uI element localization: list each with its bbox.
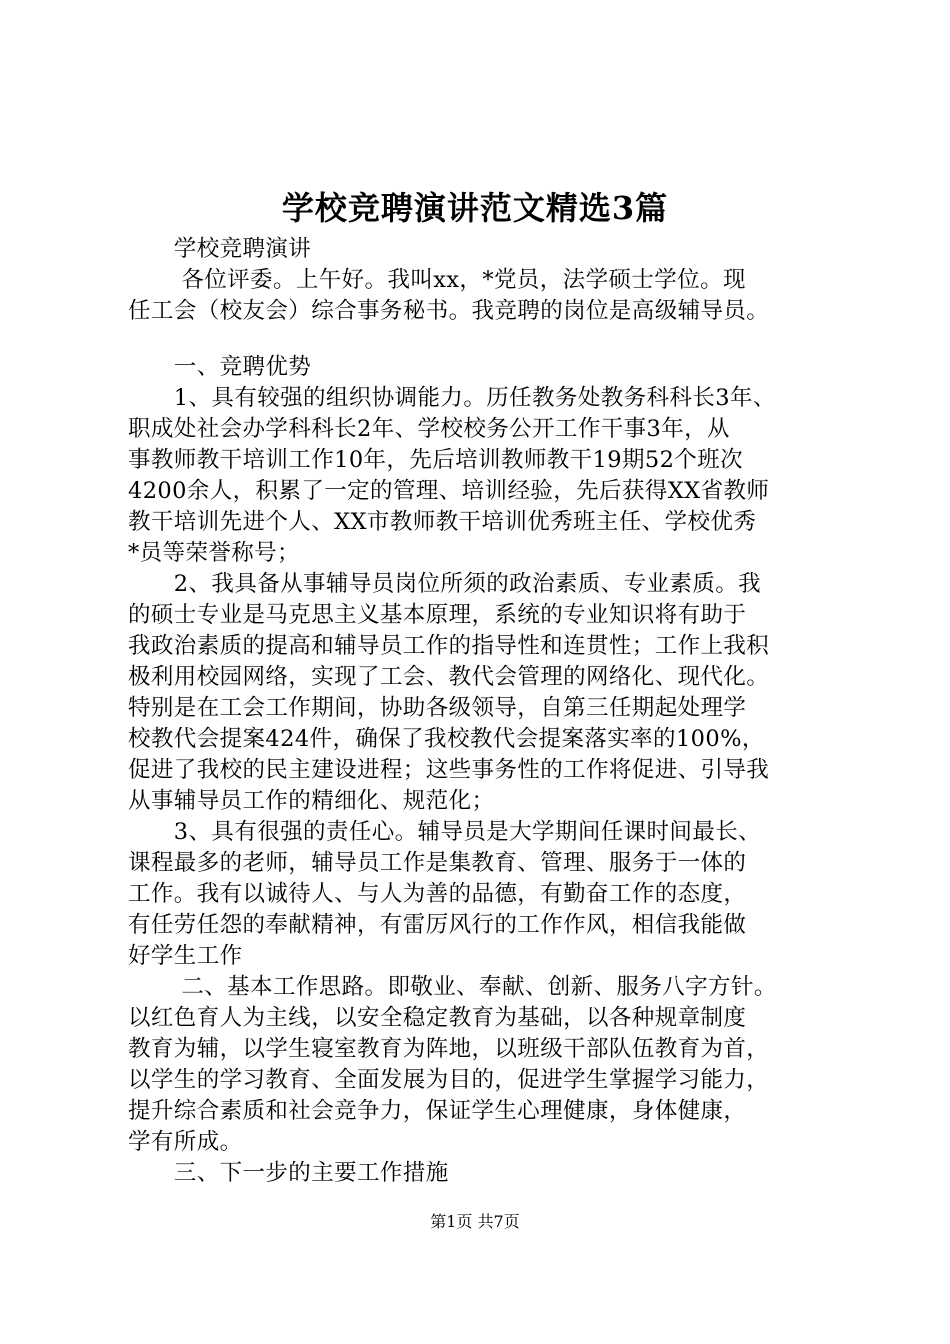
section-heading: 一、竞聘优势 [128,354,312,380]
paragraph-line: 校教代会提案424件，确保了我校教代会提案落实率的100%， [128,726,765,752]
paragraph-line: 职成处社会办学科科长2年、学校校务公开工作干事3年，从 [128,416,730,442]
blank-line [128,327,868,352]
paragraph-line: 以红色育人为主线，以安全稳定教育为基础，以各种规章制度 [128,1005,747,1031]
paragraph-line: 1、具有较强的组织协调能力。历任教务处教务科科长3年、 [128,385,776,411]
paragraph-line: 事教师教干培训工作10年，先后培训教师教干19期52个班次 [128,447,743,473]
document-body [128,234,868,1189]
paragraph-line: 的硕士专业是马克思主义基本原理，系统的专业知识将有助于 [128,602,747,628]
paragraph-line: 2、我具备从事辅导员岗位所须的政治素质、专业素质。我 [128,571,762,597]
paragraph-line: 从事辅导员工作的精细化、规范化； [128,788,495,814]
paragraph-line: 特别是在工会工作期间，协助各级领导，自第三任期起处理学 [128,695,747,721]
paragraph-line: 工作。我有以诚待人、与人为善的品德，有勤奋工作的态度， [128,881,747,907]
paragraph-line: 好学生工作 [128,943,243,969]
paragraph-line: 以学生的学习教育、全面发展为目的，促进学生掌握学习能力， [128,1067,770,1093]
paragraph-line: 任工会（校友会）综合事务秘书。我竞聘的岗位是高级辅导员。 [128,298,770,324]
paragraph-line: 各位评委。上午好。我叫xx，*党员，法学硕士学位。现 [128,267,746,293]
paragraph-line: 提升综合素质和社会竞争力，保证学生心理健康，身体健康， [128,1098,747,1124]
paragraph-line: 教干培训先进个人、XX市教师教干培训优秀班主任、学校优秀 [128,509,757,535]
paragraph-line: 4200余人，积累了一定的管理、培训经验，先后获得XX省教师 [128,478,770,504]
paragraph-line: 我政治素质的提高和辅导员工作的指导性和连贯性；工作上我积 [128,633,770,659]
paragraph-line: 有任劳任怨的奉献精神，有雷厉风行的工作作风，相信我能做 [128,912,747,938]
page-number-footer: 第1页 共7页 [430,1212,520,1231]
paragraph-line: *员等荣誉称号； [128,540,300,566]
paragraph-line: 教育为辅，以学生寝室教育为阵地，以班级干部队伍教育为首， [128,1036,770,1062]
paragraph-line: 3、具有很强的责任心。辅导员是大学期间任课时间最长、 [128,819,762,845]
section-heading: 三、下一步的主要工作措施 [128,1160,449,1186]
paragraph-line: 二、基本工作思路。即敬业、奉献、创新、服务八字方针。 [128,974,777,1000]
document-title: 学校竞聘演讲范文精选3篇 [281,189,669,227]
paragraph-line: 极利用校园网络，实现了工会、教代会管理的网络化、现代化。 [128,664,770,690]
paragraph-line: 学有所成。 [128,1129,243,1155]
paragraph-line: 促进了我校的民主建设进程；这些事务性的工作将促进、引导我 [128,757,770,783]
paragraph-line: 学校竞聘演讲 [128,236,312,262]
paragraph-line: 课程最多的老师，辅导员工作是集教育、管理、服务于一体的 [128,850,747,876]
